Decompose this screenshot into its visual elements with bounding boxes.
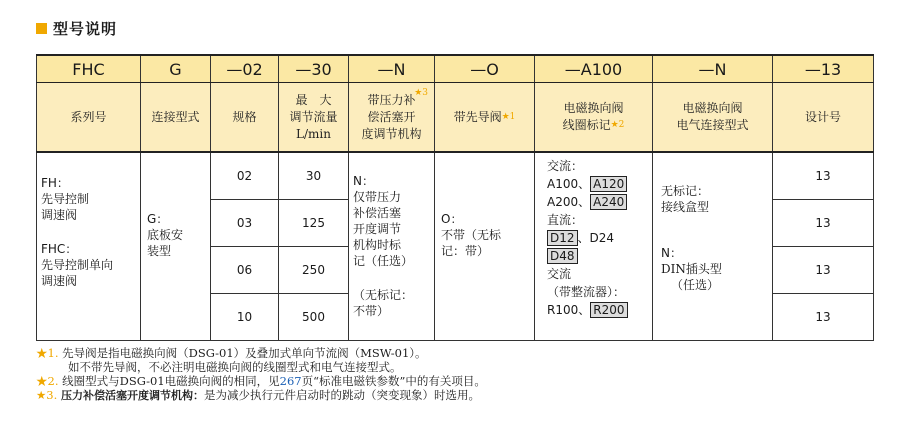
flow-cell: 30 <box>279 152 349 200</box>
electrical-cell: 无标记： 接线盒型 N： DIN插头型 （任选） <box>653 152 773 341</box>
code-electrical: —N <box>653 55 773 83</box>
flow-cell: 125 <box>279 200 349 247</box>
label-pilot: 带先导阀$^{★1}$ <box>435 83 535 153</box>
label-spec: 规格 <box>211 83 279 153</box>
footnote-3: ★3. 压力补偿活塞开度调节机构：是为减少执行元件启动时的跳动（突变现象）时选用。 <box>36 388 480 402</box>
label-electrical: 电磁换向阀 电气连接型式 <box>653 83 773 153</box>
coil-cell: 交流： A100、 A120 A200、 A240 直流： D12 、D24 D48 交流 （带整流器）： R100、 R200 <box>535 152 653 341</box>
code-connection: G <box>141 55 211 83</box>
section-marker-icon <box>36 23 47 34</box>
code-spec: —02 <box>211 55 279 83</box>
code-pilot: —O <box>435 55 535 83</box>
page-link[interactable]: 267 <box>279 374 302 388</box>
footnote-2: ★2. 线圈型式与DSG-01电磁换向阀的相同，见267页“标准电磁铁参数”中的有关项目。 <box>36 374 486 388</box>
model-code-table <box>36 54 874 341</box>
coil-code-box: A120 <box>590 176 627 192</box>
coil-code-box: R200 <box>590 302 627 318</box>
note-star-icon: ★3 <box>414 88 428 98</box>
code-row <box>37 55 874 83</box>
spec-cell: 02 <box>211 152 279 200</box>
coil-code-box: D48 <box>547 248 578 264</box>
connection-cell: G： 底板安 装型 <box>141 152 211 341</box>
design-cell: 13 <box>773 152 874 200</box>
design-cell: 13 <box>773 247 874 294</box>
code-coil: —A100 <box>535 55 653 83</box>
label-connection: 连接型式 <box>141 83 211 153</box>
section-title-text: 型号说明 <box>53 20 118 38</box>
label-coil: 电磁换向阀 线圈标记$^{★2}$ <box>535 83 653 153</box>
code-design: —13 <box>773 55 874 83</box>
flow-cell: 500 <box>279 294 349 341</box>
code-series: FHC <box>37 55 141 83</box>
footnotes <box>36 346 486 403</box>
label-series: 系列号 <box>37 83 141 153</box>
label-flow: 最 大 调节流量 L/min <box>279 83 349 153</box>
design-cell: 13 <box>773 294 874 341</box>
note-star-icon: ★1 <box>501 111 516 122</box>
coil-code-box: D12 <box>547 230 578 246</box>
flow-cell: 250 <box>279 247 349 294</box>
note-star-icon: ★2 <box>610 120 625 130</box>
spec-cell: 06 <box>211 247 279 294</box>
code-flow: —30 <box>279 55 349 83</box>
label-design: 设计号 <box>773 83 874 153</box>
pilot-cell: O： 不带（无标 记：带） <box>435 152 535 341</box>
series-cell: FH： 先导控制 调速阀 FHC： 先导控制单向 调速阀 <box>37 152 141 341</box>
spec-cell: 10 <box>211 294 279 341</box>
table-row <box>37 152 874 200</box>
footnote-1: ★1. 先导阀是指电磁换向阀（DSG-01）及叠加式单向节流阀（MSW-01）。 <box>36 346 427 360</box>
design-cell: 13 <box>773 200 874 247</box>
coil-code-box: A240 <box>590 194 627 210</box>
spec-cell: 03 <box>211 200 279 247</box>
code-compensator: —N <box>349 55 435 83</box>
footnote-1b: 如不带先导阀，不必注明电磁换向阀的线圈型式和电气连接型式。 <box>68 360 402 374</box>
label-row <box>37 83 874 153</box>
label-compensator: ★3 带压力补 偿活塞开 度调节机构 <box>349 83 435 153</box>
compensator-cell: N： 仅带压力 补偿活塞 开度调节 机构时标 记（任选） （无标记： 不带） <box>349 152 435 341</box>
section-title <box>36 18 117 39</box>
